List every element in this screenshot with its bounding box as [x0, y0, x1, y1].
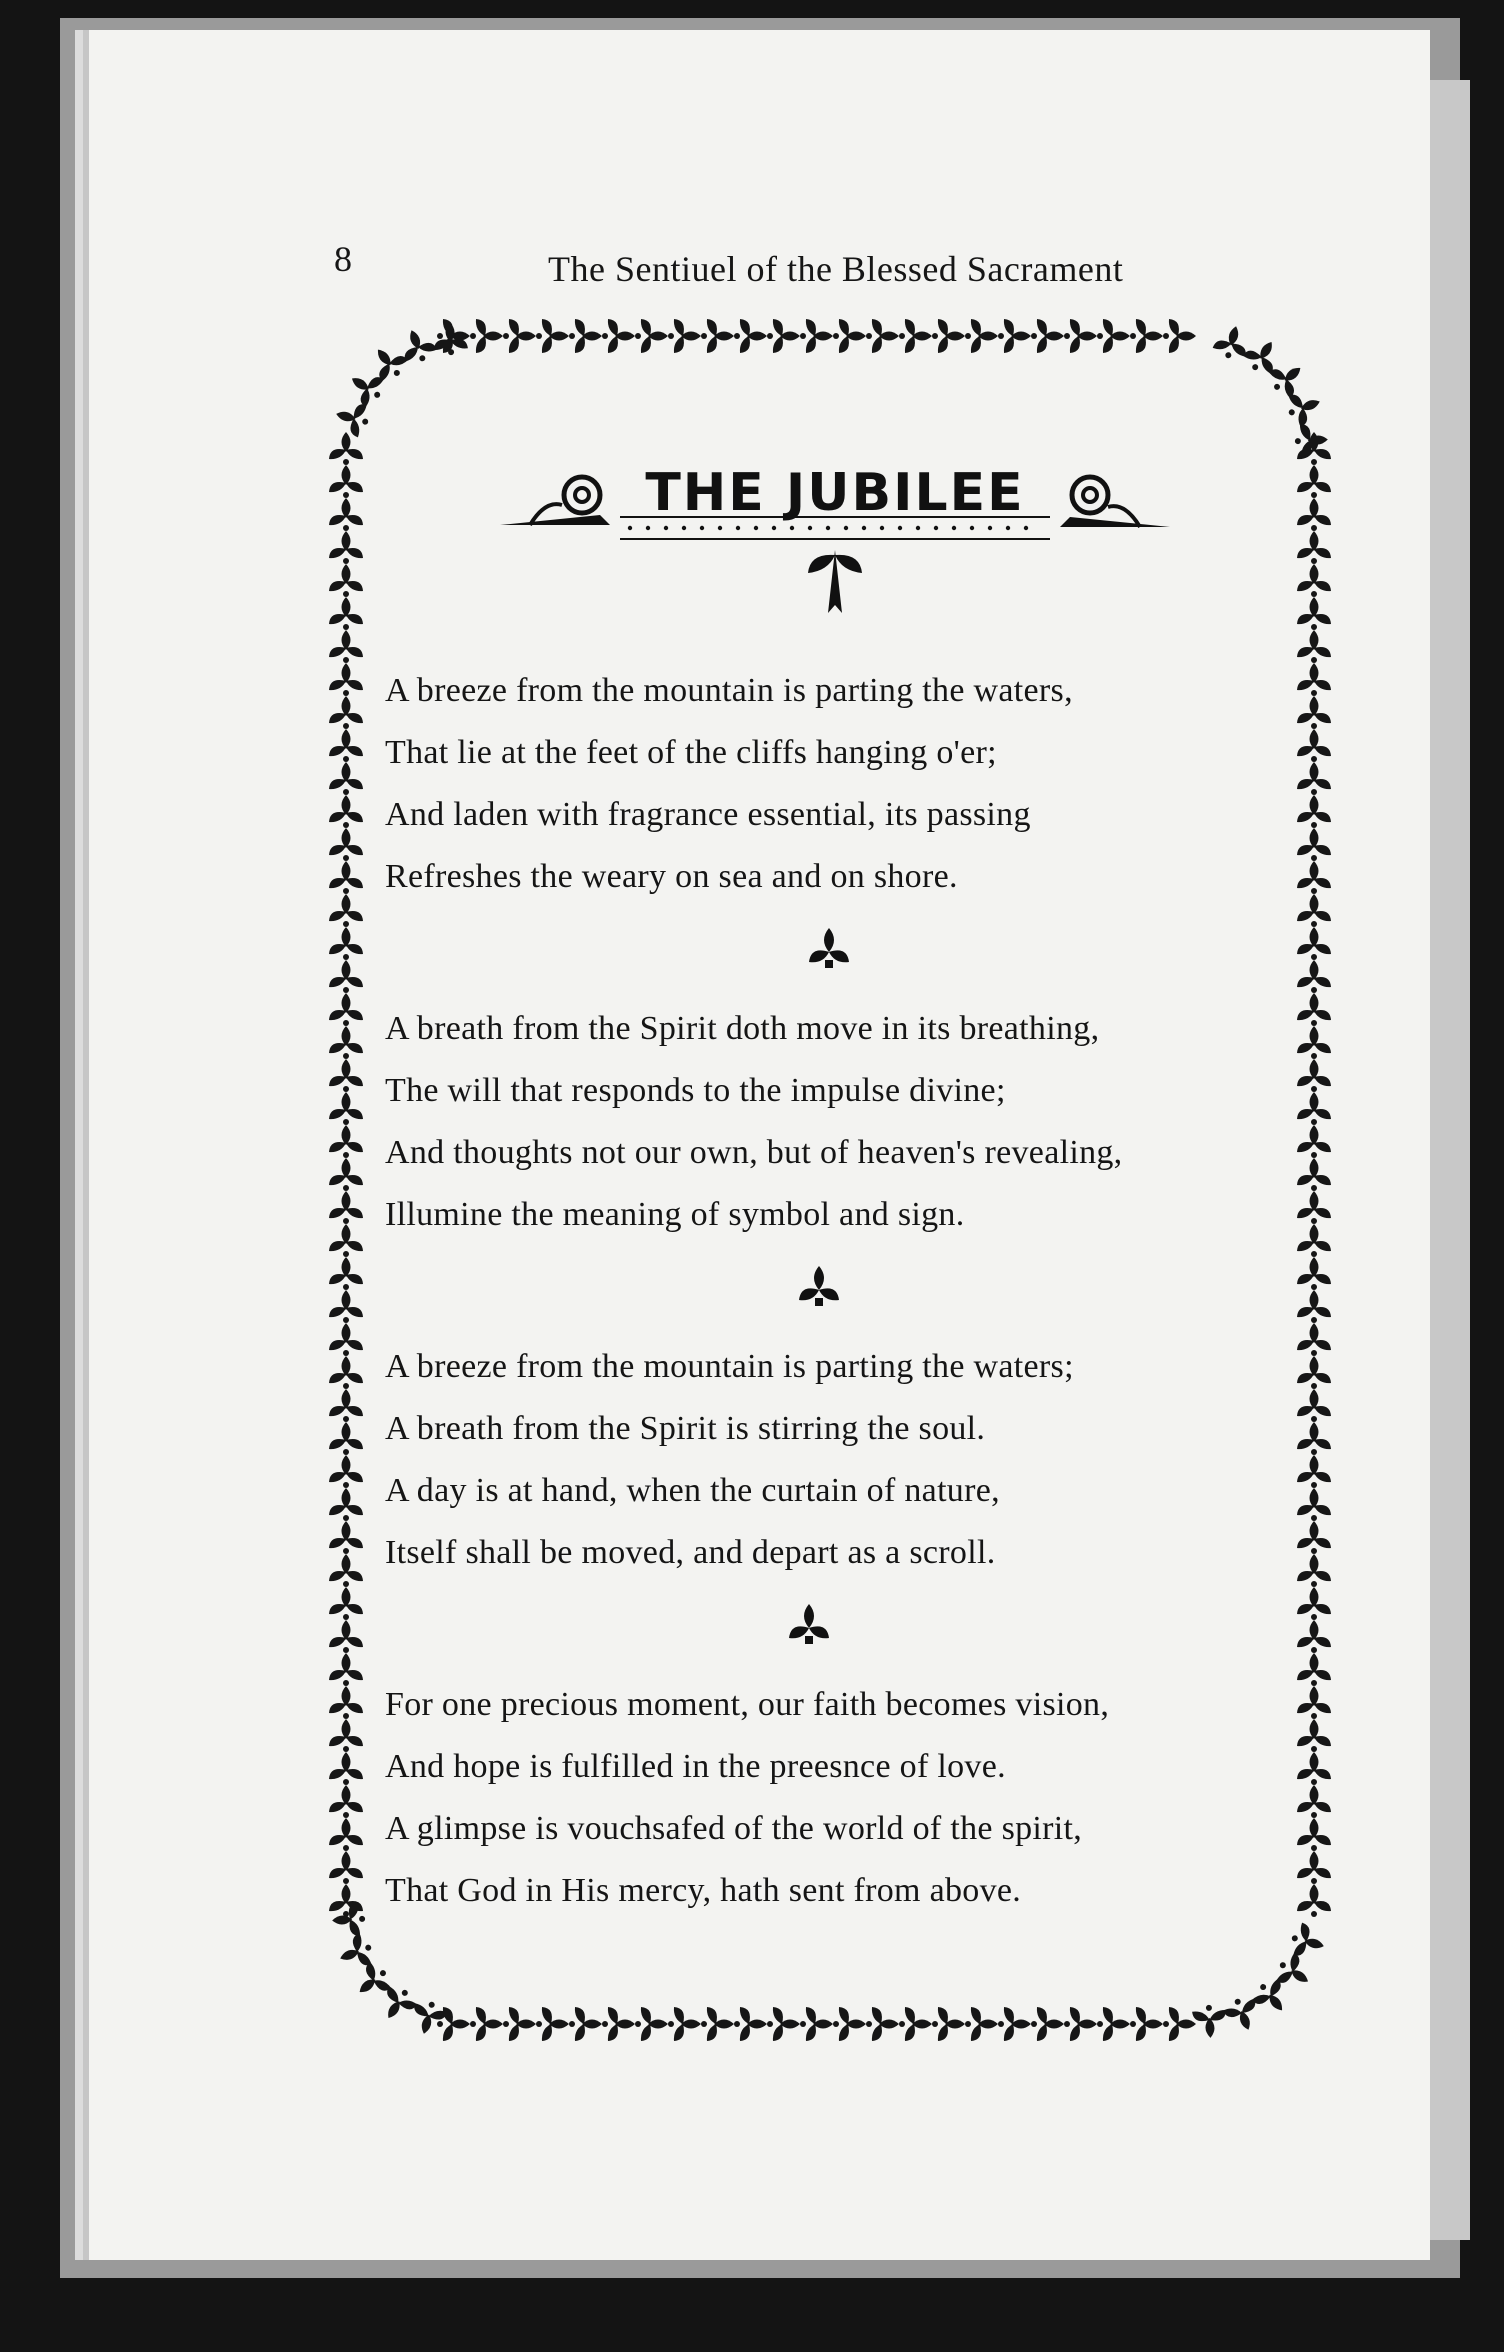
- stanza-4: [385, 1674, 1245, 1922]
- stanza-separator: [385, 908, 1245, 998]
- poem-line: Illumine the meaning of symbol and sign.: [385, 1196, 965, 1233]
- poem-line: That lie at the feet of the cliffs hanging o'er;: [385, 734, 997, 771]
- fleuron-icon: [785, 1598, 833, 1648]
- poem-line: Refreshes the weary on sea and on shore.: [385, 858, 958, 895]
- poem-line: That God in His mercy, hath sent from above.: [385, 1872, 1022, 1909]
- poem-title: THE JUBILEE: [645, 463, 1025, 523]
- stanza-separator: [385, 1246, 1245, 1336]
- poem-body: [385, 660, 1245, 1922]
- stanza-separator: [385, 1584, 1245, 1674]
- poem-line: Itself shall be moved, and depart as a scroll.: [385, 1534, 996, 1571]
- poem-line: A glimpse is vouchsafed of the world of the spirit,: [385, 1810, 1083, 1847]
- poem-line: A breeze from the mountain is parting the waters,: [385, 672, 1073, 709]
- running-head: [334, 238, 1214, 294]
- poem-line: The will that responds to the impulse divine;: [385, 1072, 1006, 1109]
- fleuron-icon: [795, 1260, 843, 1310]
- title-block: [490, 455, 1180, 625]
- running-title: The Sentiuel of the Blessed Sacrament: [548, 249, 1124, 289]
- page-number: 8: [334, 239, 352, 279]
- poem-line: A breath from the Spirit is stirring the soul.: [385, 1410, 986, 1447]
- stanza-3: [385, 1336, 1245, 1584]
- stanza-2: [385, 998, 1245, 1246]
- poem-line: And thoughts not our own, but of heaven's revealing,: [385, 1134, 1123, 1171]
- fleuron-icon: [805, 922, 853, 972]
- poem-line: And hope is fulfilled in the preesnce of love.: [385, 1748, 1006, 1785]
- poem-line: For one precious moment, our faith becomes vision,: [385, 1686, 1110, 1723]
- poem-line: And laden with fragrance essential, its passing: [385, 796, 1031, 833]
- poem-line: A breath from the Spirit doth move in its breathing,: [385, 1010, 1100, 1047]
- poem-line: A breeze from the mountain is parting the waters;: [385, 1348, 1074, 1385]
- poem-line: A day is at hand, when the curtain of nature,: [385, 1472, 1000, 1509]
- next-page-edge: [1430, 80, 1470, 2240]
- stanza-1: [385, 660, 1245, 908]
